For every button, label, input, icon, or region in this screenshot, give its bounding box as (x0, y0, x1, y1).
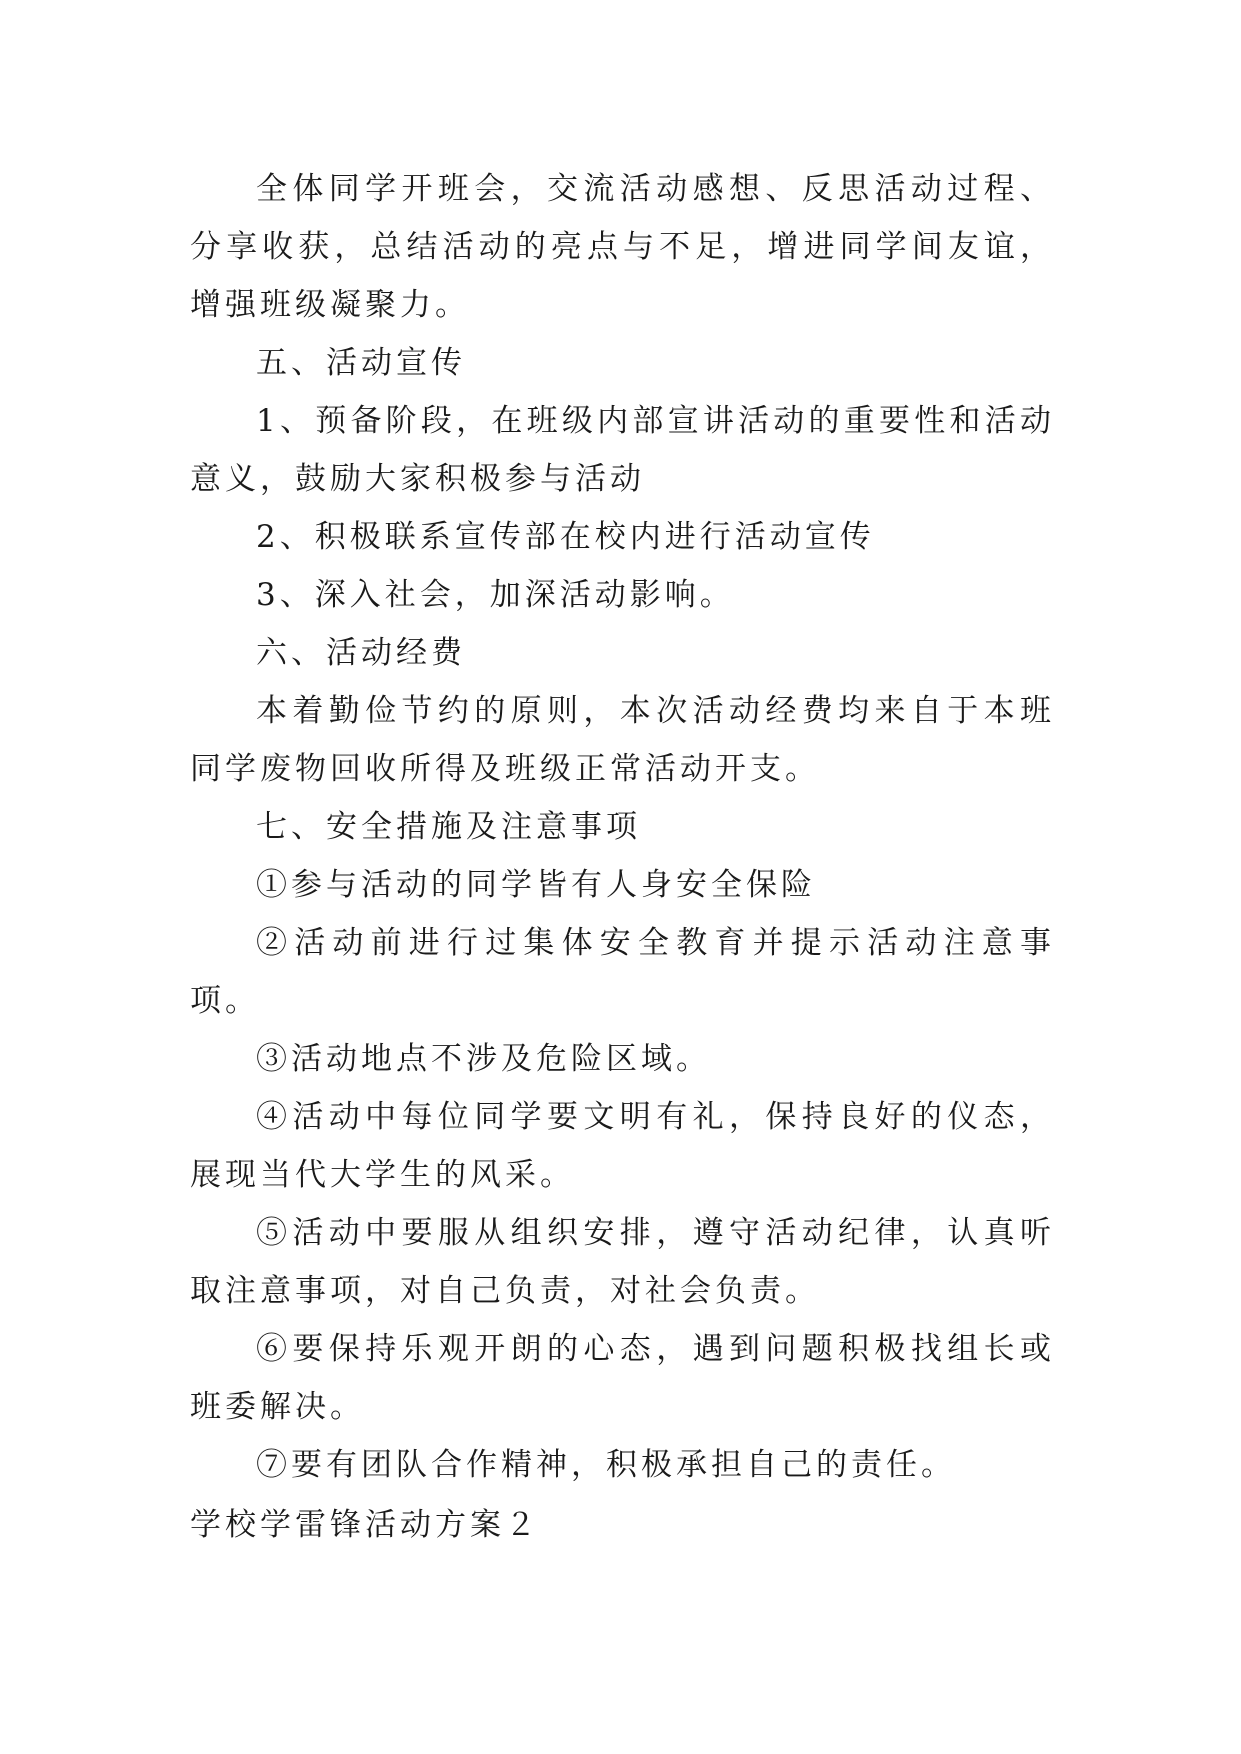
next-document-title: 学校学雷锋活动方案２ (190, 1507, 540, 1543)
paragraph-funding: 本着勤俭节约的原则，本次活动经费均来自于本班同学废物回收所得及班级正常活动开支。 (190, 693, 1055, 787)
safety-item-5: ⑤活动中要服从组织安排，遵守活动纪律，认真听取注意事项，对自己负责，对社会负责。 (190, 1215, 1055, 1309)
section-heading-publicity: 五、活动宣传 (256, 345, 466, 381)
publicity-item-3: 3、深入社会，加深活动影响。 (256, 577, 735, 613)
section-heading-safety: 七、安全措施及注意事项 (256, 809, 641, 845)
safety-item-2: ②活动前进行过集体安全教育并提示活动注意事项。 (190, 925, 1055, 1019)
section-heading-funding: 六、活动经费 (256, 635, 466, 671)
safety-item-3: ③活动地点不涉及危险区域。 (256, 1041, 711, 1077)
publicity-item-1: 1、预备阶段，在班级内部宣讲活动的重要性和活动意义，鼓励大家积极参与活动 (190, 403, 1055, 497)
safety-item-4: ④活动中每位同学要文明有礼，保持良好的仪态，展现当代大学生的风采。 (190, 1099, 1055, 1193)
paragraph-summary-meeting: 全体同学开班会，交流活动感想、反思活动过程、分享收获，总结活动的亮点与不足，增进同学间友谊，增强班级凝聚力。 (190, 171, 1055, 323)
safety-item-6: ⑥要保持乐观开朗的心态，遇到问题积极找组长或班委解决。 (190, 1331, 1055, 1425)
document-body (190, 160, 1055, 1494)
publicity-item-2: 2、积极联系宣传部在校内进行活动宣传 (256, 519, 875, 555)
safety-item-1: ①参与活动的同学皆有人身安全保险 (256, 867, 816, 903)
safety-item-7: ⑦要有团队合作精神，积极承担自己的责任。 (256, 1447, 956, 1483)
